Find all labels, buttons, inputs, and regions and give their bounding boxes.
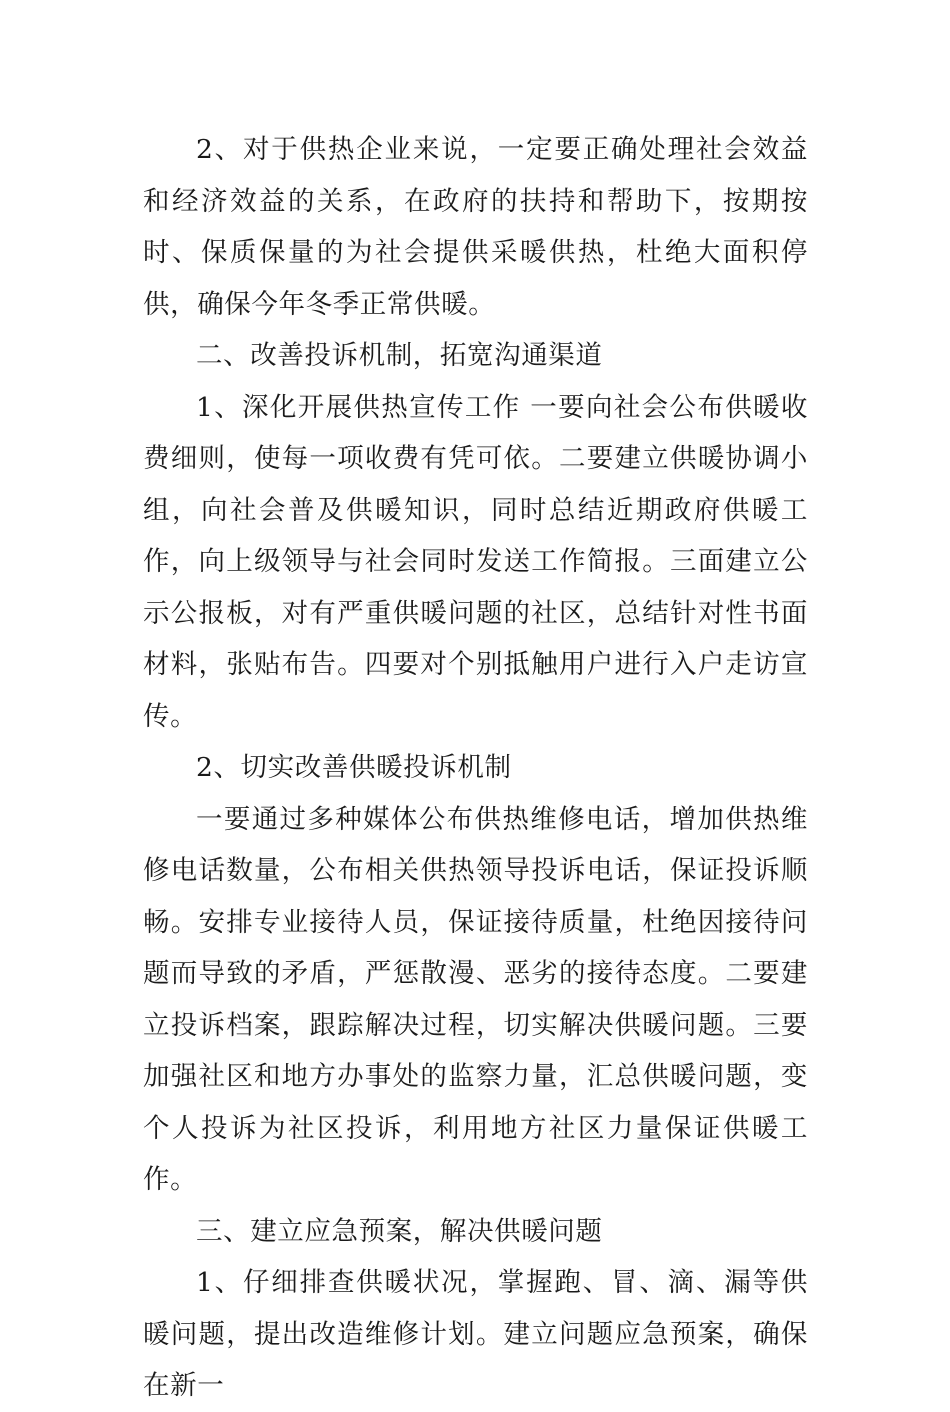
document-body — [143, 124, 808, 1412]
paragraph-heating-enterprise: 2、对于供热企业来说，一定要正确处理社会效益和经济效益的关系，在政府的扶持和帮助下，按期按时、保质保量的为社会提供采暖供热，杜绝大面积停供，确保今年冬季正常供暖。 — [143, 134, 808, 320]
paragraph-publicity-work: 1、深化开展供热宣传工作 一要向社会公布供暖收费细则，使每一项收费有凭可依。二要建立供暖协调小组，向社会普及供暖知识，同时总结近期政府供暖工作，向上级领导与社会同时发送工作简报。三面建立公示公报板，对有严重供暖问题的社区，总结针对性书面材料，张贴布告。四要对个别抵触用户进行入户走访宣传。 — [143, 391, 808, 732]
paragraph-complaint-details: 一要通过多种媒体公布供热维修电话，增加供热维修电话数量，公布相关供热领导投诉电话，保证投诉顺畅。安排专业接待人员，保证接待质量，杜绝因接待问题而导致的矛盾，严惩散漫、恶劣的接待态度。二要建立投诉档案，跟踪解决过程，切实解决供暖问题。三要加强社区和地方办事处的监察力量，汇总供暖问题，变个人投诉为社区投诉，利用地方社区力量保证供暖工作。 — [143, 803, 808, 1195]
section-heading-emergency-plan: 三、建立应急预案，解决供暖问题 — [196, 1215, 603, 1247]
subheading-complaint-mechanism: 2、切实改善供暖投诉机制 — [196, 752, 512, 783]
paragraph-inspection: 1、仔细排查供暖状况，掌握跑、冒、滴、漏等供暖问题，提出改造维修计划。建立问题应急预案，确保在新一 — [143, 1267, 808, 1401]
section-heading-complaint-mechanism: 二、改善投诉机制，拓宽沟通渠道 — [196, 340, 603, 371]
